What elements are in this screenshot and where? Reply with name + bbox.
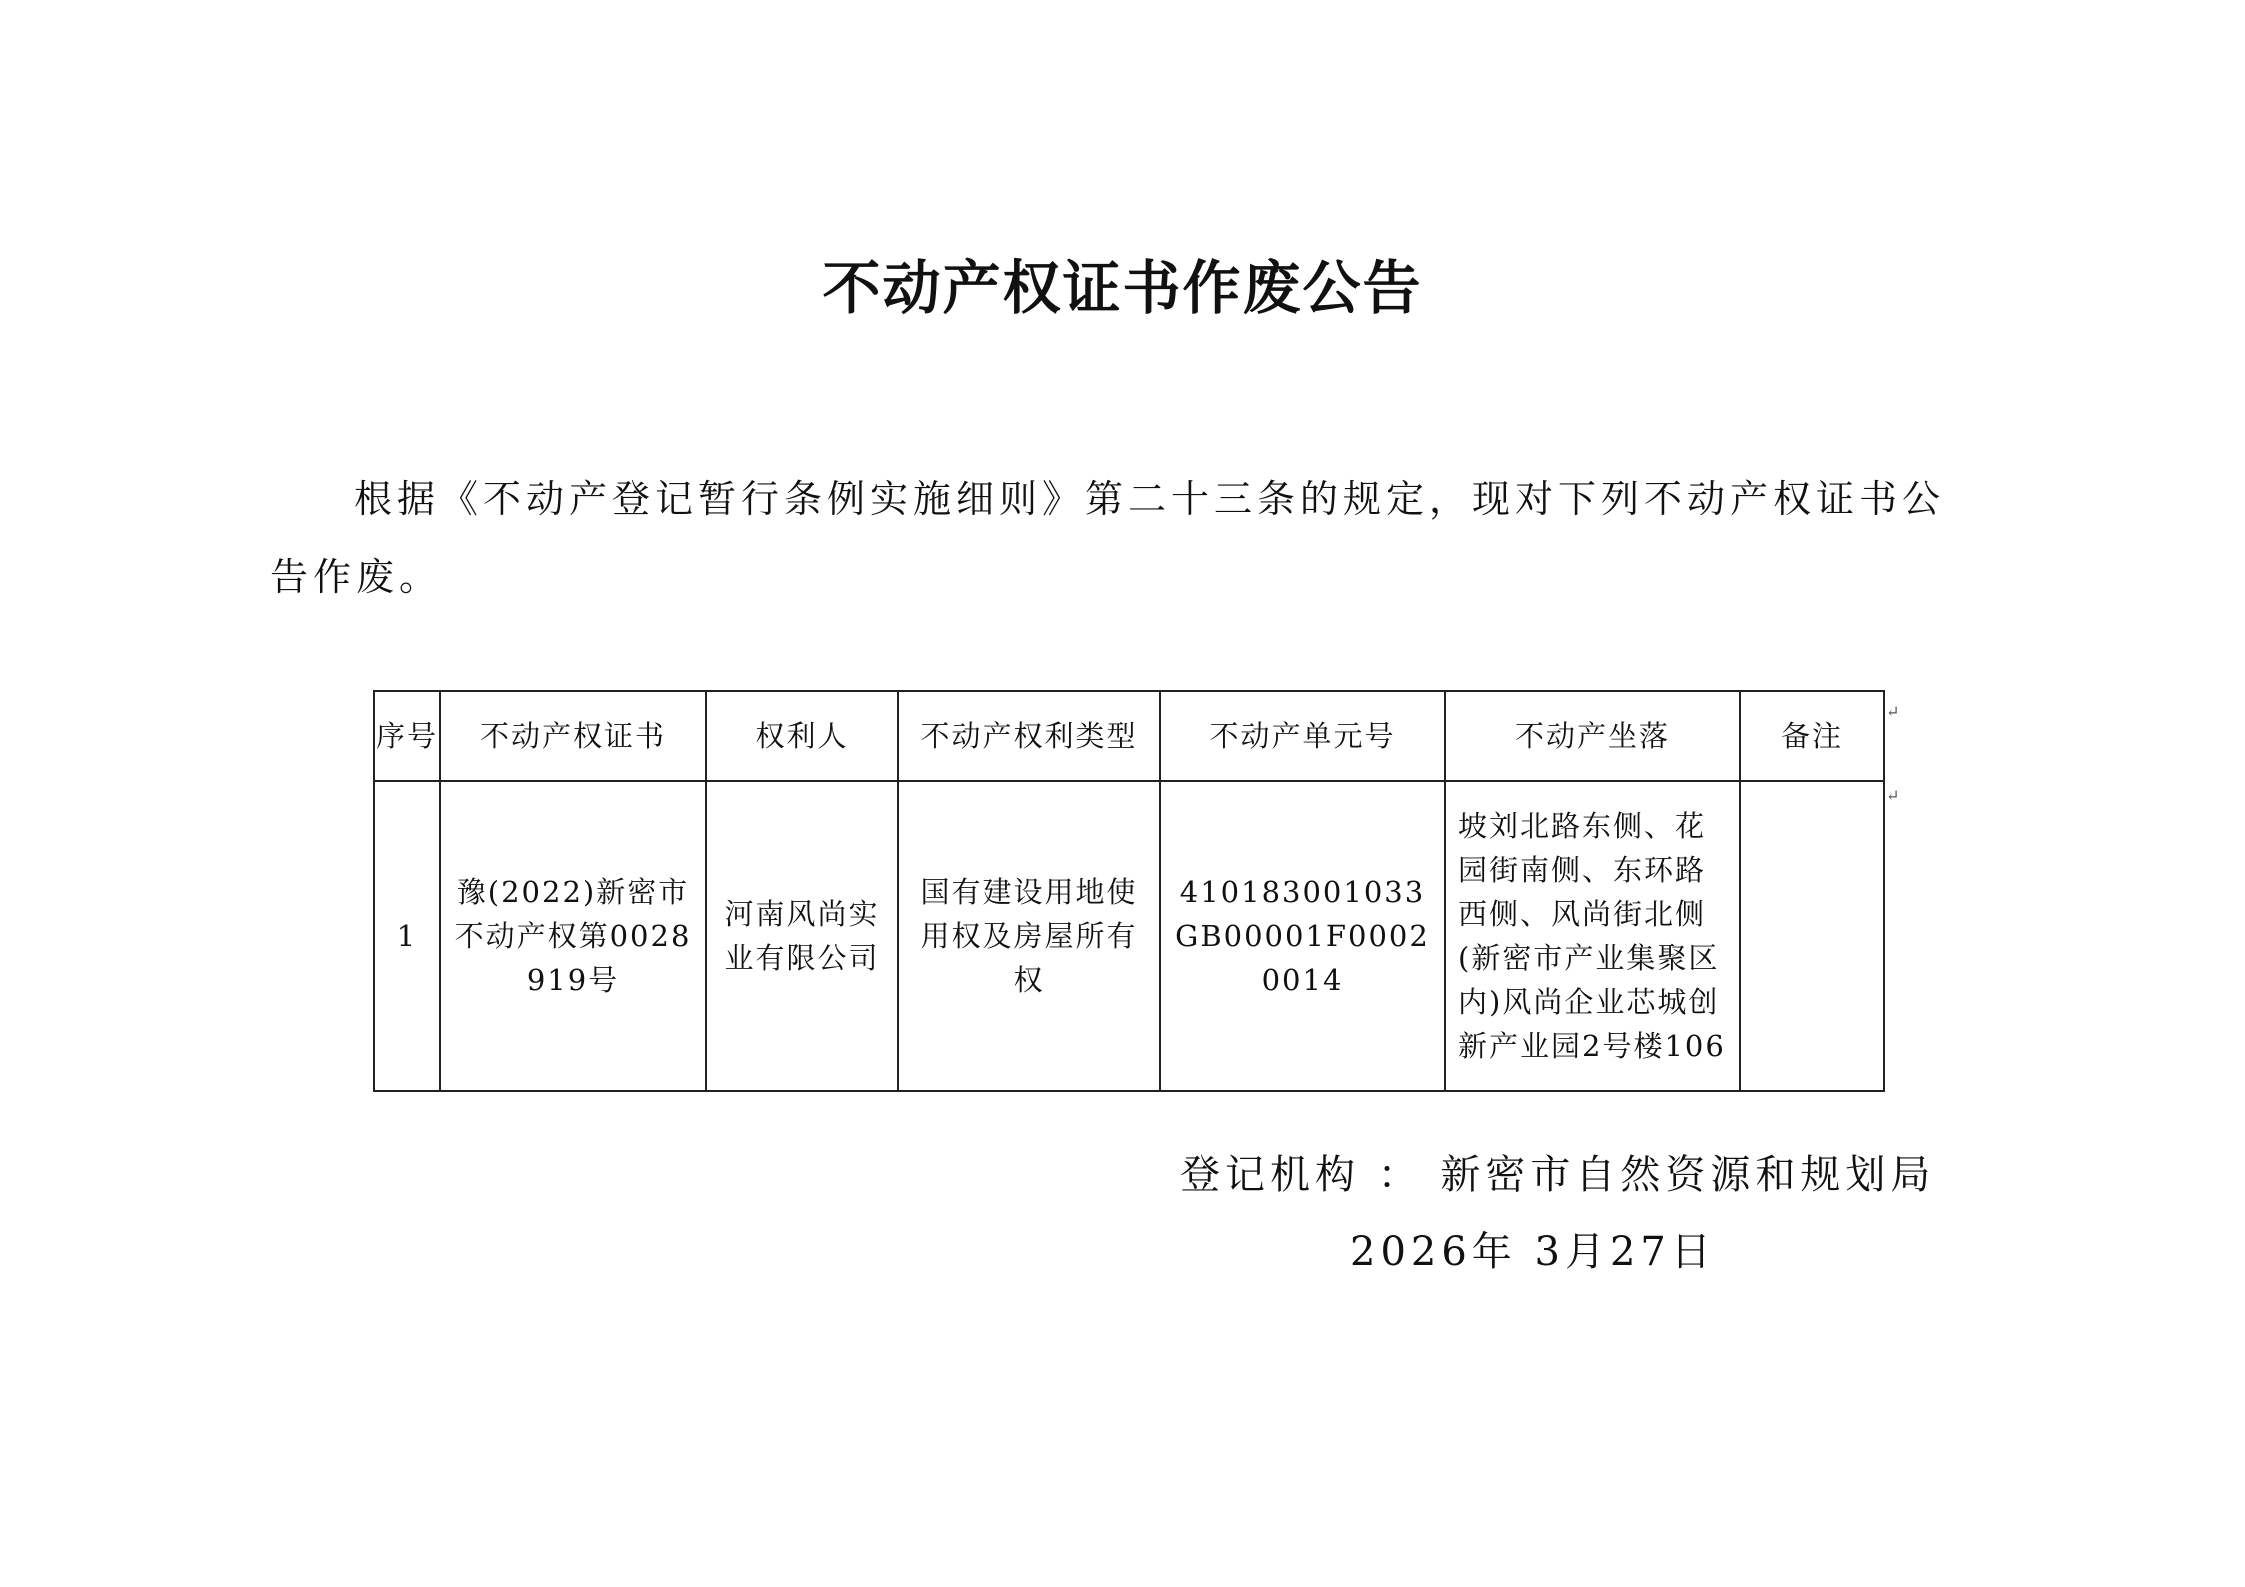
- header-unit-number: 不动产单元号: [1160, 691, 1445, 781]
- cell-note: [1740, 781, 1884, 1091]
- header-note: 备注: [1740, 691, 1884, 781]
- header-holder: 权利人: [706, 691, 898, 781]
- cell-certificate: 豫(2022)新密市不动产权第0028919号: [440, 781, 706, 1091]
- row-end-mark: ↵: [1886, 702, 1900, 721]
- row-end-mark: ↵: [1886, 786, 1900, 805]
- cell-seq: 1: [374, 781, 440, 1091]
- header-seq: 序号: [374, 691, 440, 781]
- cell-unit-number: 410183001033GB00001F00020014: [1160, 781, 1445, 1091]
- cell-location: 坡刘北路东侧、花园街南侧、东环路西侧、风尚街北侧(新密市产业集聚区内)风尚企业芯城创新产业园2号楼106: [1445, 781, 1740, 1091]
- certificate-table: [373, 690, 1885, 1092]
- table-row: [374, 781, 1884, 1091]
- table-header-row: [374, 691, 1884, 781]
- announcement-body: 根据《不动产登记暂行条例实施细则》第二十三条的规定，现对下列不动产权证书公告作废。: [270, 477, 1946, 599]
- header-location: 不动产坐落: [1445, 691, 1740, 781]
- cell-right-type: 国有建设用地使用权及房屋所有权: [898, 781, 1160, 1091]
- announcement-date: 2026年 3月27日: [1350, 1229, 1716, 1275]
- page-title: 不动产权证书作废公告: [822, 254, 1423, 322]
- header-certificate: 不动产权证书: [440, 691, 706, 781]
- registration-authority: 登记机构 ： 新密市自然资源和规划局: [1180, 1152, 1936, 1198]
- cell-holder: 河南风尚实业有限公司: [706, 781, 898, 1091]
- header-right-type: 不动产权利类型: [898, 691, 1160, 781]
